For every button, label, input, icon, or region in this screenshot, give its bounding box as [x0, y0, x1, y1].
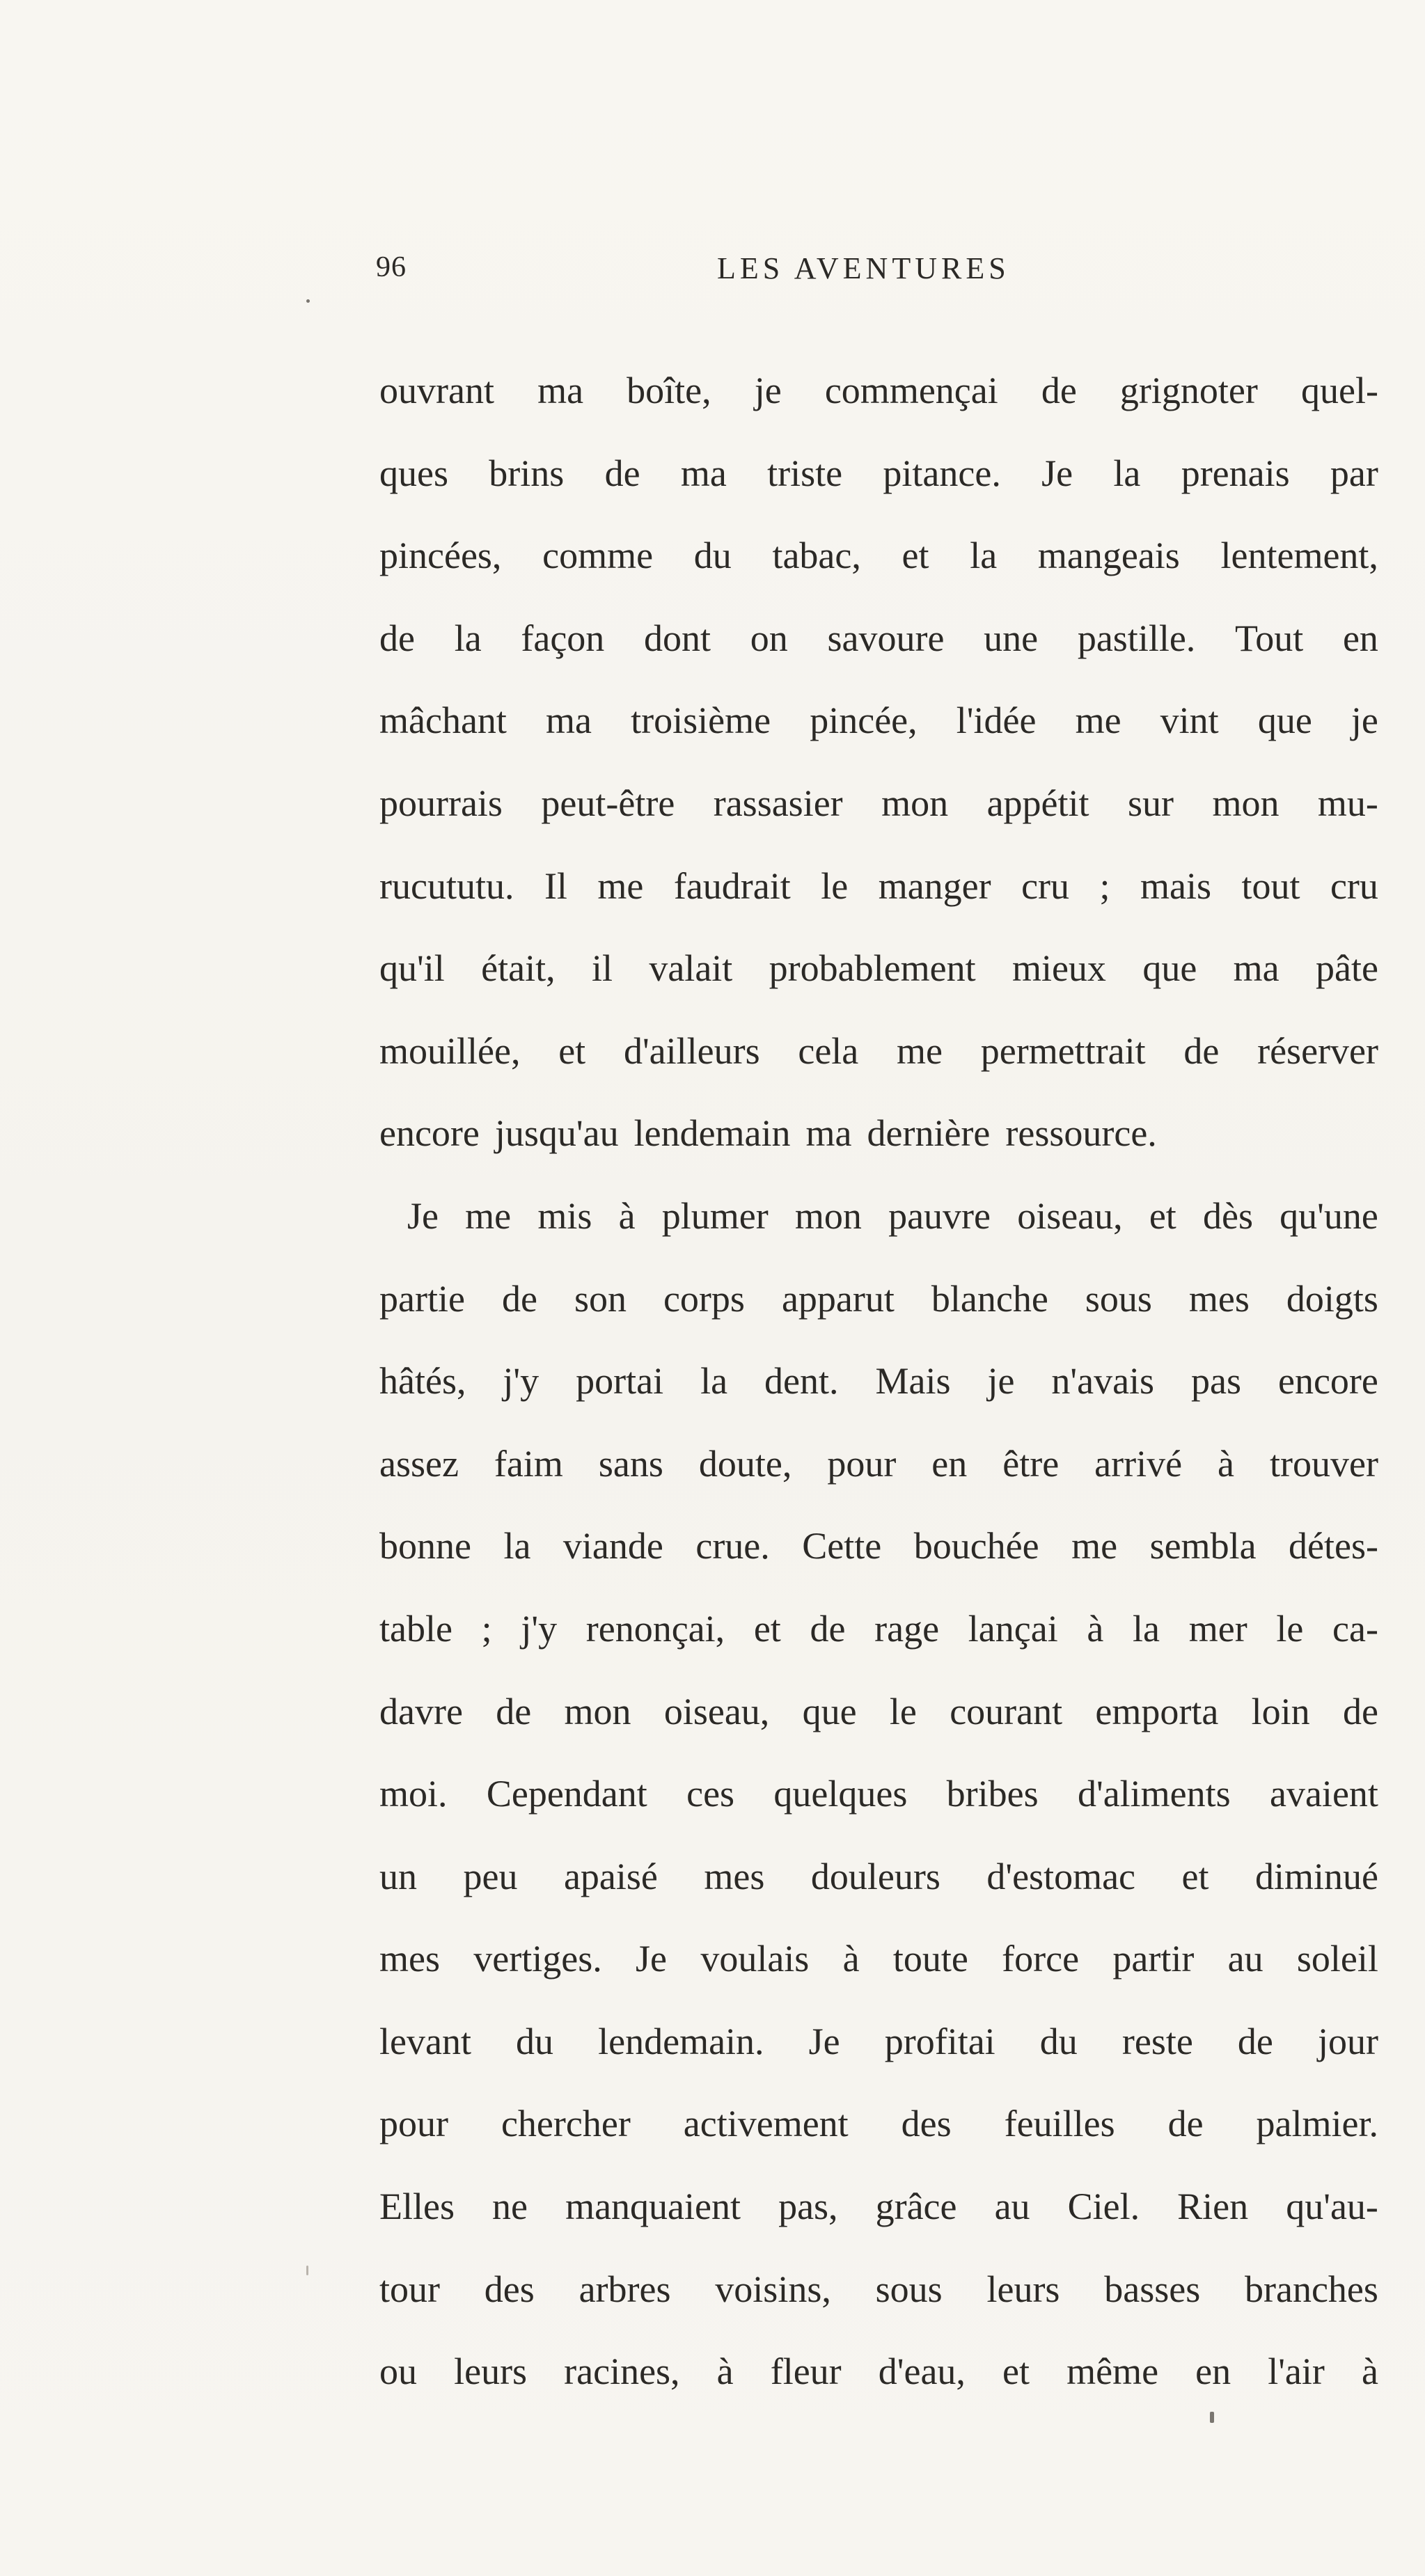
word: Elles	[379, 2186, 455, 2228]
word: de	[810, 1607, 846, 1650]
word: vertiges.	[473, 1938, 602, 1980]
word: ouvrant	[379, 370, 494, 411]
word: davre	[379, 1690, 463, 1732]
word: des	[484, 2268, 535, 2310]
word: trouver	[1270, 1442, 1378, 1485]
text-line	[379, 2248, 1378, 2331]
word: doigts	[1286, 1277, 1378, 1320]
word: ne	[492, 2186, 528, 2228]
word: de	[1041, 370, 1077, 411]
word: de	[1237, 2020, 1273, 2062]
word: de	[501, 1277, 537, 1320]
word: voisins,	[715, 2268, 831, 2310]
word: apaisé	[563, 1855, 658, 1897]
word: soleil	[1296, 1938, 1378, 1980]
word: la	[1133, 1607, 1160, 1650]
word: mieux	[1011, 947, 1106, 990]
word: racines,	[564, 2350, 680, 2393]
word: être	[1002, 1442, 1060, 1485]
word: sur	[1127, 782, 1174, 824]
word: pour	[379, 2103, 448, 2145]
page-number: 96	[376, 251, 407, 283]
text-line	[379, 1092, 1378, 1175]
word: je	[754, 370, 782, 411]
word: profitai	[884, 2020, 995, 2062]
text-line	[379, 432, 1378, 515]
word: mâchant	[379, 700, 507, 742]
text-line	[379, 1258, 1378, 1341]
word: dès	[1203, 1194, 1253, 1237]
word: une	[984, 617, 1039, 659]
word: sans	[598, 1442, 663, 1485]
word: partir	[1112, 1938, 1195, 1980]
word: l'air	[1268, 2350, 1325, 2393]
word: lendemain	[633, 1112, 791, 1155]
word: diminué	[1255, 1855, 1378, 1897]
word: et	[1002, 2350, 1030, 2393]
running-title: LES AVENTURES	[717, 251, 1010, 285]
word: et	[902, 535, 929, 577]
word: du	[693, 535, 732, 577]
word: plumer	[661, 1194, 769, 1237]
word: façon	[521, 617, 605, 659]
word: la	[454, 617, 482, 659]
word: et	[1181, 1855, 1209, 1897]
word: mon	[564, 1690, 631, 1732]
word: arbres	[578, 2268, 671, 2310]
word: pitance.	[883, 452, 1001, 494]
body-text	[379, 349, 1378, 2413]
word: la	[1113, 452, 1141, 494]
text-line	[379, 1753, 1378, 1835]
word: que	[802, 1690, 857, 1732]
word: Ciel.	[1067, 2186, 1140, 2228]
word: un	[379, 1855, 417, 1897]
word: en	[1342, 617, 1378, 659]
ink-speck	[1210, 2412, 1214, 2423]
word: pâte	[1316, 947, 1378, 990]
word: bouchée	[913, 1525, 1039, 1567]
word: Cependant	[486, 1773, 647, 1815]
word: force	[1002, 1938, 1080, 1980]
word: chercher	[501, 2103, 631, 2145]
word: dernière	[867, 1112, 991, 1155]
word: ressource.	[1005, 1112, 1157, 1155]
word: le	[821, 864, 849, 907]
word: du	[1039, 2020, 1078, 2062]
word: la	[700, 1360, 728, 1402]
word: encore	[379, 1112, 480, 1155]
word: leurs	[454, 2350, 528, 2393]
word: rucututu.	[379, 864, 514, 907]
word: au	[1227, 1938, 1263, 1980]
word: pincée,	[810, 700, 918, 742]
word: au	[994, 2186, 1030, 2228]
word: mouillée,	[379, 1029, 521, 1072]
word: lendemain.	[598, 2020, 764, 2062]
word: réserver	[1257, 1029, 1378, 1072]
word: sous	[875, 2268, 943, 2310]
word: ma	[537, 370, 584, 411]
text-line	[379, 2083, 1378, 2165]
word: en	[1195, 2350, 1231, 2393]
word: comme	[542, 535, 654, 577]
word: troisième	[631, 700, 771, 742]
ink-speck	[306, 2266, 308, 2275]
word: appétit	[986, 782, 1089, 824]
word: ces	[686, 1773, 735, 1815]
word: ma	[1233, 947, 1280, 990]
word: de	[604, 452, 640, 494]
word: valait	[649, 947, 733, 990]
word: savoure	[827, 617, 945, 659]
word: rassasier	[713, 782, 843, 824]
word: Il	[544, 864, 567, 907]
word: d'estomac	[986, 1855, 1136, 1897]
word: faim	[494, 1442, 563, 1485]
word: mis	[537, 1194, 592, 1237]
word: que	[1257, 700, 1312, 742]
word: même	[1066, 2350, 1159, 2393]
ink-speck	[306, 299, 310, 303]
word: Tout	[1235, 617, 1304, 659]
word: d'eau,	[878, 2350, 966, 2393]
word: quel-	[1300, 370, 1378, 411]
word: ;	[1099, 864, 1110, 907]
word: à	[842, 1938, 860, 1980]
word: avaient	[1270, 1773, 1378, 1815]
word: manger	[878, 864, 991, 907]
text-line	[379, 927, 1378, 1010]
word: me	[465, 1194, 512, 1237]
word: oiseau,	[1017, 1194, 1123, 1237]
text-line	[379, 514, 1378, 597]
word: probablement	[769, 947, 976, 990]
word: n'avais	[1051, 1360, 1155, 1402]
word: pastille.	[1077, 617, 1196, 659]
word: en	[931, 1442, 968, 1485]
word: et	[558, 1029, 586, 1072]
word: faudrait	[673, 864, 791, 907]
word: peu	[463, 1855, 518, 1897]
word: grignoter	[1119, 370, 1258, 411]
word: cela	[798, 1029, 859, 1072]
text-line	[379, 679, 1378, 762]
word: pas	[1191, 1360, 1242, 1402]
word: et	[1149, 1194, 1176, 1237]
word: mu-	[1317, 782, 1378, 824]
word: d'ailleurs	[623, 1029, 760, 1072]
word: tour	[379, 2268, 440, 2310]
text-line	[379, 1918, 1378, 2000]
word: me	[597, 864, 644, 907]
word: Rien	[1177, 2186, 1249, 2228]
word: qu'une	[1280, 1194, 1378, 1237]
word: la	[503, 1525, 531, 1567]
word: viande	[562, 1525, 663, 1567]
word: qu'au-	[1286, 2186, 1378, 2228]
word: sembla	[1149, 1525, 1257, 1567]
word: ma	[546, 700, 592, 742]
word: feuilles	[1004, 2103, 1115, 2145]
text-line	[379, 845, 1378, 928]
word: Je	[808, 2020, 840, 2062]
word: ma	[680, 452, 727, 494]
text-line	[379, 597, 1378, 680]
word: dent.	[764, 1360, 839, 1402]
word: mangeais	[1037, 535, 1180, 577]
word: palmier.	[1256, 2103, 1378, 2145]
text-line	[379, 2000, 1378, 2083]
word: brins	[489, 452, 565, 494]
word: détes-	[1289, 1525, 1378, 1567]
word: mes	[1188, 1277, 1250, 1320]
word: apparut	[781, 1277, 895, 1320]
word: ou	[379, 2350, 417, 2393]
text-line	[379, 2330, 1378, 2413]
word: moi.	[379, 1773, 448, 1815]
word: toute	[892, 1938, 968, 1980]
word: permettrait	[980, 1029, 1146, 1072]
word: Je	[407, 1194, 439, 1237]
word: corps	[663, 1277, 745, 1320]
word: pincées,	[379, 535, 502, 577]
word: me	[897, 1029, 943, 1072]
word: emporta	[1095, 1690, 1219, 1732]
word: à	[1361, 2350, 1378, 2393]
word: grâce	[875, 2186, 957, 2228]
word: à	[618, 1194, 636, 1237]
word: cru	[1021, 864, 1070, 907]
word: l'idée	[956, 700, 1037, 742]
word: du	[516, 2020, 554, 2062]
text-line	[379, 762, 1378, 845]
word: de	[1183, 1029, 1220, 1072]
text-line	[379, 349, 1378, 432]
word: prenais	[1181, 452, 1290, 494]
word: quelques	[773, 1773, 908, 1815]
word: mes	[379, 1938, 440, 1980]
word: de	[1167, 2103, 1204, 2145]
word: me	[1071, 1525, 1118, 1567]
word: mes	[704, 1855, 765, 1897]
word: ca-	[1332, 1607, 1378, 1650]
word: crue.	[695, 1525, 770, 1567]
word: Je	[636, 1938, 668, 1980]
text-line	[379, 1175, 1378, 1258]
word: ma	[805, 1112, 852, 1155]
word: rage	[874, 1607, 940, 1650]
word: j'y	[521, 1607, 558, 1650]
word: partie	[379, 1277, 465, 1320]
word: je	[987, 1360, 1015, 1402]
word: cru	[1330, 864, 1378, 907]
word: on	[750, 617, 788, 659]
word: douleurs	[810, 1855, 940, 1897]
text-line	[379, 1423, 1378, 1506]
word: peut-être	[541, 782, 675, 824]
word: le	[1276, 1607, 1304, 1650]
word: mon	[881, 782, 949, 824]
word: il	[591, 947, 613, 990]
word: lançai	[968, 1607, 1058, 1650]
word: à	[1087, 1607, 1104, 1650]
word: dont	[644, 617, 711, 659]
word: à	[716, 2350, 734, 2393]
word: voulais	[700, 1938, 810, 1980]
word: que	[1142, 947, 1197, 990]
text-line	[379, 1835, 1378, 1918]
word: activement	[683, 2103, 849, 2145]
word: par	[1330, 452, 1378, 494]
word: sous	[1085, 1277, 1152, 1320]
word: reste	[1121, 2020, 1193, 2062]
word: la	[970, 535, 998, 577]
word: vint	[1160, 700, 1219, 742]
word: était,	[481, 947, 556, 990]
word: arrivé	[1094, 1442, 1183, 1485]
text-line	[379, 2165, 1378, 2248]
word: encore	[1278, 1360, 1378, 1402]
word: ques	[379, 452, 448, 494]
text-line	[379, 1340, 1378, 1423]
word: doute,	[698, 1442, 792, 1485]
word: portai	[576, 1360, 664, 1402]
word: ;	[481, 1607, 492, 1650]
word: mais	[1140, 864, 1211, 907]
word: basses	[1104, 2268, 1201, 2310]
word: leurs	[986, 2268, 1060, 2310]
word: jusqu'au	[494, 1112, 619, 1155]
word: de	[496, 1690, 532, 1732]
word: pauvre	[888, 1194, 991, 1237]
word: manquaient	[565, 2186, 741, 2228]
word: mon	[794, 1194, 862, 1237]
word: assez	[379, 1442, 459, 1485]
word: qu'il	[379, 947, 445, 990]
word: mon	[1212, 782, 1280, 824]
word: me	[1075, 700, 1121, 742]
word: blanche	[931, 1277, 1048, 1320]
word: triste	[767, 452, 843, 494]
word: courant	[950, 1690, 1063, 1732]
word: je	[1351, 700, 1378, 742]
word: fleur	[770, 2350, 842, 2393]
word: bribes	[946, 1773, 1039, 1815]
word: hâtés,	[379, 1360, 466, 1402]
word: Je	[1041, 452, 1073, 494]
word: et	[753, 1607, 781, 1650]
word: bonne	[379, 1525, 471, 1567]
word: d'aliments	[1077, 1773, 1231, 1815]
running-head	[369, 251, 1378, 299]
word: lentement,	[1220, 535, 1378, 577]
word: mer	[1188, 1607, 1247, 1650]
text-line	[379, 1588, 1378, 1670]
word: levant	[379, 2020, 471, 2062]
word: branches	[1245, 2268, 1378, 2310]
word: oiseau,	[663, 1690, 770, 1732]
word: j'y	[503, 1360, 540, 1402]
word: boîte,	[627, 370, 711, 411]
word: table	[379, 1607, 452, 1650]
word: de	[1343, 1690, 1378, 1732]
word: pour	[827, 1442, 897, 1485]
word: Mais	[875, 1360, 951, 1402]
word: loin	[1251, 1690, 1310, 1732]
text-line	[379, 1505, 1378, 1588]
text-line	[379, 1010, 1378, 1093]
text-line	[379, 1670, 1378, 1753]
word: le	[889, 1690, 917, 1732]
word: des	[901, 2103, 952, 2145]
word: renonçai,	[585, 1607, 725, 1650]
word: jour	[1317, 2020, 1378, 2062]
word: Cette	[802, 1525, 882, 1567]
word: tabac,	[772, 535, 861, 577]
word: son	[574, 1277, 627, 1320]
word: à	[1218, 1442, 1235, 1485]
word: de	[379, 617, 415, 659]
word: tout	[1241, 864, 1300, 907]
word: pas,	[778, 2186, 838, 2228]
word: commençai	[824, 370, 998, 411]
word: pourrais	[379, 782, 503, 824]
